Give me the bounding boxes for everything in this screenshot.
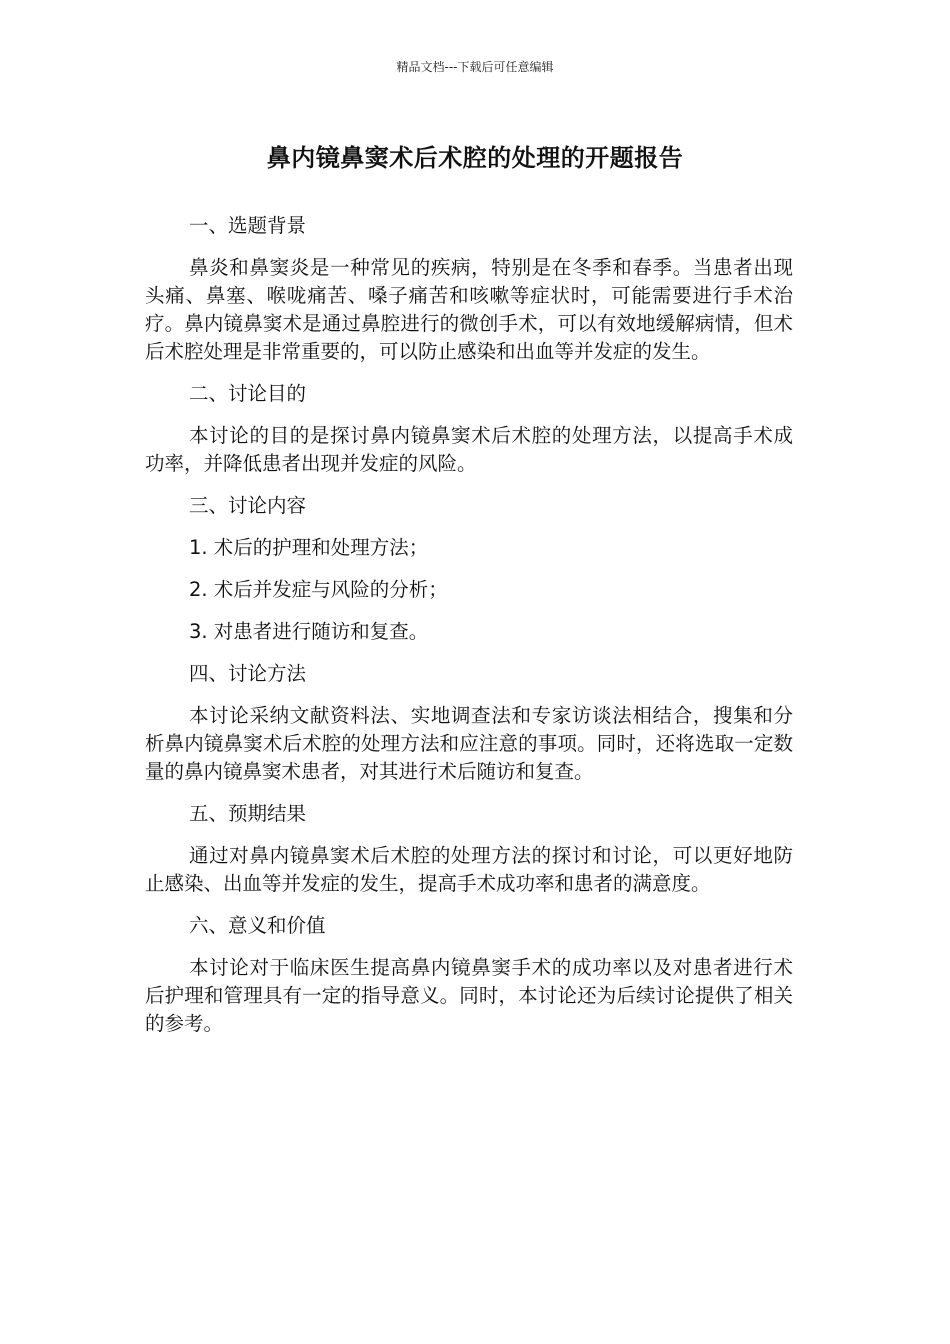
section-heading-significance: 六、意义和价值 [189,914,326,937]
list-item: 2. 术后并发症与风险的分析； [189,578,448,601]
section-heading-expected-results: 五、预期结果 [189,802,307,825]
section-paragraph-background: 鼻炎和鼻窦炎是一种常见的疾病，特别是在冬季和春季。当患者出现头痛、鼻塞、喉咙痛苦、嗓子痛苦和咳嗽等症状时，可能需要进行手术治疗。鼻内镜鼻窦术是通过鼻腔进行的微创手术，可以有效地缓解病情，但术后术腔处理是非常重要的，可以防止感染和出血等并发症的发生。 [145,256,793,363]
section-heading-background: 一、选题背景 [189,214,307,237]
document-body [145,212,793,1052]
section-paragraph-method: 本讨论采纳文献资料法、实地调查法和专家访谈法相结合，搜集和分析鼻内镜鼻窦术后术腔的处理方法和应注意的事项。同时，还将选取一定数量的鼻内镜鼻窦术患者，对其进行术后随访和复查。 [145,704,793,783]
list-item: 1. 术后的护理和处理方法； [189,536,429,559]
section-paragraph-expected-results: 通过对鼻内镜鼻窦术后术腔的处理方法的探讨和讨论，可以更好地防止感染、出血等并发症的发生，提高手术成功率和患者的满意度。 [145,844,793,895]
section-paragraph-purpose: 本讨论的目的是探讨鼻内镜鼻窦术后术腔的处理方法，以提高手术成功率，并降低患者出现并发症的风险。 [145,424,793,475]
section-heading-purpose: 二、讨论目的 [189,382,307,405]
list-item: 3. 对患者进行随访和复查。 [189,620,429,643]
section-paragraph-significance: 本讨论对于临床医生提高鼻内镜鼻窦手术的成功率以及对患者进行术后护理和管理具有一定的指导意义。同时，本讨论还为后续讨论提供了相关的参考。 [145,956,793,1035]
page-header-note: 精品文档---下载后可任意编辑 [396,60,554,74]
section-heading-method: 四、讨论方法 [189,662,307,685]
document-title: 鼻内镜鼻窦术后术腔的处理的开题报告 [266,144,684,172]
section-heading-content: 三、讨论内容 [189,494,307,517]
